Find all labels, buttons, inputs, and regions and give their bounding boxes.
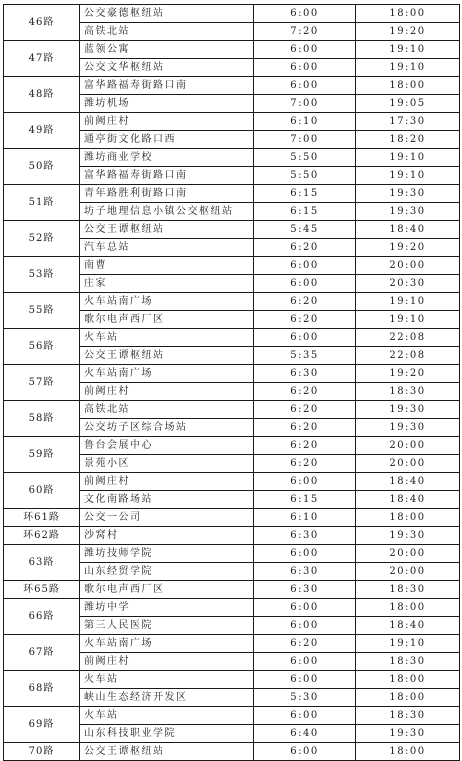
stop-name-cell: 富华路福寿街路口南 [80, 167, 254, 185]
table-row [4, 743, 460, 761]
table-row [4, 401, 460, 419]
last-departure-cell: 19:30 [356, 203, 460, 221]
last-departure-cell: 19:30 [356, 527, 460, 545]
first-departure-cell: 5:30 [254, 689, 356, 707]
table-row [4, 329, 460, 347]
last-departure-cell: 19:10 [356, 41, 460, 59]
stop-name-cell: 前阙庄村 [80, 113, 254, 131]
route-number-cell: 57路 [4, 365, 80, 401]
first-departure-cell: 6:30 [254, 581, 356, 599]
last-departure-cell: 20:00 [356, 455, 460, 473]
stop-name-cell: 山东经贸学院 [80, 563, 254, 581]
stop-name-cell: 鲁台会展中心 [80, 437, 254, 455]
last-departure-cell: 19:30 [356, 401, 460, 419]
stop-name-cell: 通亭街文化路口西 [80, 131, 254, 149]
stop-name-cell: 高铁北站 [80, 23, 254, 41]
stop-name-cell: 前阙庄村 [80, 473, 254, 491]
table-row [4, 221, 460, 239]
first-departure-cell: 6:20 [254, 401, 356, 419]
route-number-cell: 环61路 [4, 509, 80, 527]
first-departure-cell: 6:30 [254, 527, 356, 545]
last-departure-cell: 18:00 [356, 5, 460, 23]
last-departure-cell: 18:40 [356, 221, 460, 239]
last-departure-cell: 18:40 [356, 617, 460, 635]
stop-name-cell: 歌尔电声西厂区 [80, 311, 254, 329]
stop-name-cell: 公交豪德枢纽站 [80, 5, 254, 23]
last-departure-cell: 17:30 [356, 113, 460, 131]
last-departure-cell: 20:00 [356, 257, 460, 275]
last-departure-cell: 18:00 [356, 689, 460, 707]
stop-name-cell: 潍坊中学 [80, 599, 254, 617]
table-row [4, 707, 460, 725]
first-departure-cell: 6:00 [254, 41, 356, 59]
table-row [4, 149, 460, 167]
first-departure-cell: 6:20 [254, 635, 356, 653]
stop-name-cell: 潍坊机场 [80, 95, 254, 113]
last-departure-cell: 18:00 [356, 743, 460, 761]
stop-name-cell: 公交一公司 [80, 509, 254, 527]
first-departure-cell: 6:15 [254, 491, 356, 509]
table-row [4, 113, 460, 131]
first-departure-cell: 6:20 [254, 239, 356, 257]
first-departure-cell: 6:00 [254, 617, 356, 635]
stop-name-cell: 山东科技职业学院 [80, 725, 254, 743]
stop-name-cell: 坊子地理信息小镇公交枢纽站 [80, 203, 254, 221]
first-departure-cell: 6:40 [254, 725, 356, 743]
stop-name-cell: 火车站南广场 [80, 293, 254, 311]
first-departure-cell: 6:00 [254, 671, 356, 689]
stop-name-cell: 公交坊子区综合场站 [80, 419, 254, 437]
route-number-cell: 68路 [4, 671, 80, 707]
first-departure-cell: 7:00 [254, 131, 356, 149]
last-departure-cell: 18:40 [356, 491, 460, 509]
stop-name-cell: 蓝领公寓 [80, 41, 254, 59]
table-row [4, 671, 460, 689]
table-row [4, 437, 460, 455]
last-departure-cell: 19:30 [356, 419, 460, 437]
schedule-body [4, 5, 460, 761]
route-number-cell: 58路 [4, 401, 80, 437]
first-departure-cell: 6:30 [254, 365, 356, 383]
table-row [4, 77, 460, 95]
stop-name-cell: 沙窝村 [80, 527, 254, 545]
table-row [4, 527, 460, 545]
first-departure-cell: 6:20 [254, 437, 356, 455]
table-row [4, 5, 460, 23]
first-departure-cell: 5:35 [254, 347, 356, 365]
last-departure-cell: 18:30 [356, 383, 460, 401]
table-row [4, 545, 460, 563]
table-row [4, 509, 460, 527]
last-departure-cell: 19:20 [356, 365, 460, 383]
last-departure-cell: 19:10 [356, 311, 460, 329]
first-departure-cell: 6:15 [254, 185, 356, 203]
last-departure-cell: 18:00 [356, 671, 460, 689]
stop-name-cell: 青年路胜利街路口南 [80, 185, 254, 203]
stop-name-cell: 公交王谭枢纽站 [80, 221, 254, 239]
stop-name-cell: 南曹 [80, 257, 254, 275]
first-departure-cell: 6:20 [254, 455, 356, 473]
first-departure-cell: 6:00 [254, 473, 356, 491]
route-number-cell: 59路 [4, 437, 80, 473]
stop-name-cell: 富华路福寿街路口南 [80, 77, 254, 95]
first-departure-cell: 6:15 [254, 203, 356, 221]
route-number-cell: 环62路 [4, 527, 80, 545]
table-row [4, 185, 460, 203]
route-number-cell: 50路 [4, 149, 80, 185]
stop-name-cell: 文化南路场站 [80, 491, 254, 509]
table-row [4, 41, 460, 59]
route-number-cell: 46路 [4, 5, 80, 41]
last-departure-cell: 19:10 [356, 167, 460, 185]
table-row [4, 581, 460, 599]
stop-name-cell: 火车站南广场 [80, 365, 254, 383]
route-number-cell: 49路 [4, 113, 80, 149]
route-number-cell: 60路 [4, 473, 80, 509]
stop-name-cell: 公交王谭枢纽站 [80, 743, 254, 761]
first-departure-cell: 6:00 [254, 743, 356, 761]
last-departure-cell: 20:00 [356, 545, 460, 563]
first-departure-cell: 6:00 [254, 599, 356, 617]
last-departure-cell: 18:30 [356, 581, 460, 599]
route-number-cell: 51路 [4, 185, 80, 221]
stop-name-cell: 峡山生态经济开发区 [80, 689, 254, 707]
last-departure-cell: 18:00 [356, 77, 460, 95]
table-row [4, 257, 460, 275]
first-departure-cell: 6:30 [254, 563, 356, 581]
route-number-cell: 56路 [4, 329, 80, 365]
route-number-cell: 70路 [4, 743, 80, 761]
last-departure-cell: 19:10 [356, 293, 460, 311]
last-departure-cell: 19:30 [356, 185, 460, 203]
stop-name-cell: 公交文华枢纽站 [80, 59, 254, 77]
first-departure-cell: 6:00 [254, 329, 356, 347]
last-departure-cell: 22:08 [356, 347, 460, 365]
stop-name-cell: 前阙庄村 [80, 383, 254, 401]
last-departure-cell: 18:30 [356, 707, 460, 725]
first-departure-cell: 5:50 [254, 167, 356, 185]
stop-name-cell: 歌尔电声西厂区 [80, 581, 254, 599]
route-number-cell: 47路 [4, 41, 80, 77]
first-departure-cell: 7:00 [254, 95, 356, 113]
stop-name-cell: 火车站 [80, 329, 254, 347]
last-departure-cell: 20:00 [356, 437, 460, 455]
first-departure-cell: 6:10 [254, 509, 356, 527]
last-departure-cell: 19:20 [356, 23, 460, 41]
route-number-cell: 66路 [4, 599, 80, 635]
last-departure-cell: 18:00 [356, 599, 460, 617]
first-departure-cell: 6:00 [254, 59, 356, 77]
last-departure-cell: 18:40 [356, 473, 460, 491]
last-departure-cell: 19:10 [356, 149, 460, 167]
route-number-cell: 67路 [4, 635, 80, 671]
first-departure-cell: 6:10 [254, 113, 356, 131]
stop-name-cell: 火车站 [80, 707, 254, 725]
first-departure-cell: 6:00 [254, 275, 356, 293]
stop-name-cell: 火车站南广场 [80, 635, 254, 653]
table-row [4, 635, 460, 653]
stop-name-cell: 前阙庄村 [80, 653, 254, 671]
route-number-cell: 69路 [4, 707, 80, 743]
last-departure-cell: 18:20 [356, 131, 460, 149]
stop-name-cell: 公交王谭枢纽站 [80, 347, 254, 365]
stop-name-cell: 汽车总站 [80, 239, 254, 257]
stop-name-cell: 火车站 [80, 671, 254, 689]
last-departure-cell: 19:30 [356, 725, 460, 743]
first-departure-cell: 7:20 [254, 23, 356, 41]
first-departure-cell: 5:50 [254, 149, 356, 167]
bus-schedule-table [3, 4, 460, 761]
last-departure-cell: 19:20 [356, 239, 460, 257]
stop-name-cell: 庄家 [80, 275, 254, 293]
route-number-cell: 52路 [4, 221, 80, 257]
last-departure-cell: 19:10 [356, 59, 460, 77]
last-departure-cell: 19:05 [356, 95, 460, 113]
first-departure-cell: 6:20 [254, 311, 356, 329]
route-number-cell: 55路 [4, 293, 80, 329]
first-departure-cell: 6:00 [254, 5, 356, 23]
route-number-cell: 53路 [4, 257, 80, 293]
stop-name-cell: 潍坊技师学院 [80, 545, 254, 563]
stop-name-cell: 潍坊商业学校 [80, 149, 254, 167]
stop-name-cell: 景苑小区 [80, 455, 254, 473]
first-departure-cell: 5:45 [254, 221, 356, 239]
route-number-cell: 环65路 [4, 581, 80, 599]
table-row [4, 473, 460, 491]
last-departure-cell: 20:00 [356, 563, 460, 581]
first-departure-cell: 6:00 [254, 77, 356, 95]
first-departure-cell: 6:00 [254, 545, 356, 563]
table-row [4, 599, 460, 617]
table-row [4, 293, 460, 311]
first-departure-cell: 6:00 [254, 257, 356, 275]
route-number-cell: 63路 [4, 545, 80, 581]
last-departure-cell: 18:00 [356, 509, 460, 527]
first-departure-cell: 6:20 [254, 419, 356, 437]
last-departure-cell: 19:10 [356, 635, 460, 653]
stop-name-cell: 第三人民医院 [80, 617, 254, 635]
bus-schedule-table-container [3, 4, 459, 761]
last-departure-cell: 18:30 [356, 653, 460, 671]
last-departure-cell: 22:08 [356, 329, 460, 347]
first-departure-cell: 6:00 [254, 653, 356, 671]
first-departure-cell: 6:20 [254, 383, 356, 401]
first-departure-cell: 6:00 [254, 707, 356, 725]
last-departure-cell: 20:30 [356, 275, 460, 293]
route-number-cell: 48路 [4, 77, 80, 113]
table-row [4, 365, 460, 383]
first-departure-cell: 6:20 [254, 293, 356, 311]
stop-name-cell: 高铁北站 [80, 401, 254, 419]
